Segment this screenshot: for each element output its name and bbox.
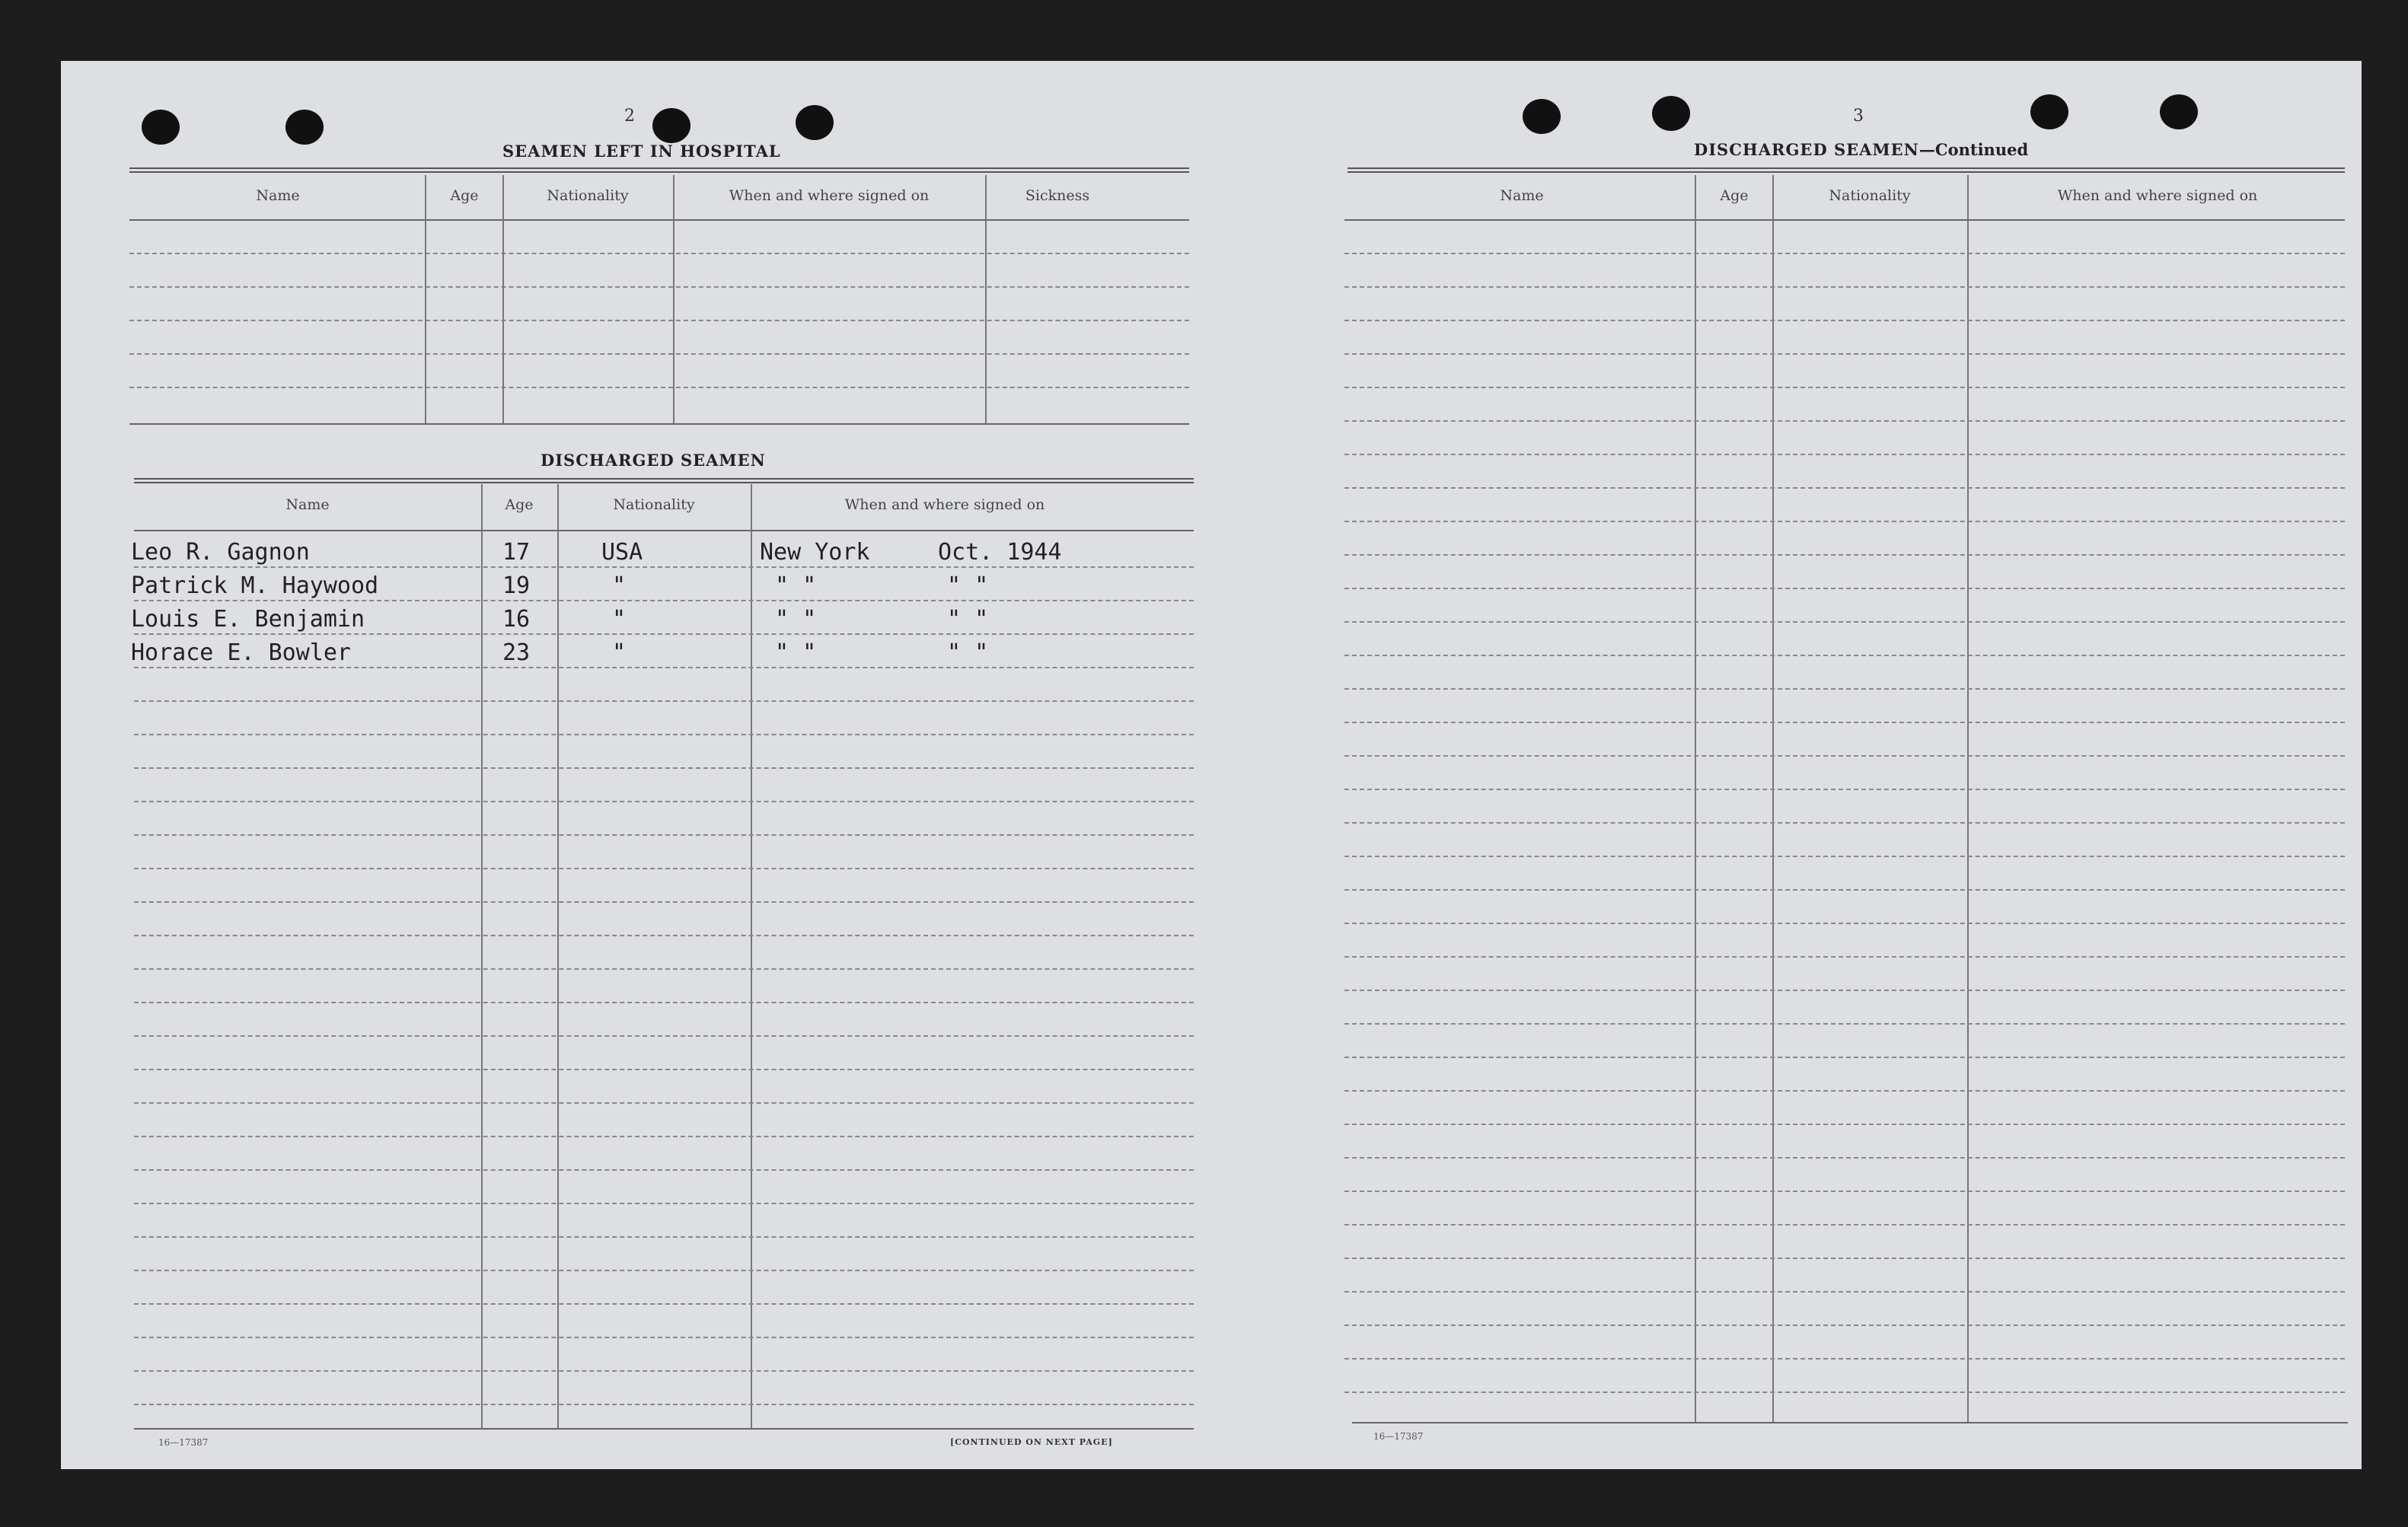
continued-col-age: Age bbox=[1720, 187, 1749, 204]
right-page bbox=[1210, 61, 2362, 1469]
table-row-line bbox=[134, 1035, 1194, 1037]
table-row-line bbox=[134, 566, 1194, 568]
column-divider bbox=[425, 175, 426, 423]
table-row-line bbox=[134, 767, 1194, 769]
hospital-col-sickness: Sickness bbox=[1025, 187, 1090, 204]
column-divider bbox=[557, 484, 559, 1428]
discharged-continued-title bbox=[1694, 140, 2028, 159]
table-row-line bbox=[1344, 554, 2345, 556]
table-row-line bbox=[134, 968, 1194, 970]
seaman-nationality: " bbox=[612, 572, 627, 599]
title-main: DISCHARGED SEAMEN bbox=[1694, 140, 1919, 159]
table-row-line bbox=[1344, 1157, 2345, 1159]
seaman-name: Leo R. Gagnon bbox=[131, 539, 310, 566]
seaman-age: 16 bbox=[502, 606, 531, 633]
seaman-age: 19 bbox=[502, 572, 531, 599]
continued-header-rule bbox=[1344, 219, 2345, 221]
signed-on-place: " " bbox=[775, 606, 817, 633]
hospital-table-top-rule bbox=[129, 167, 1189, 173]
signed-on-place: New York bbox=[760, 539, 870, 566]
table-row-line bbox=[134, 901, 1194, 903]
table-row-line bbox=[134, 1303, 1194, 1305]
continued-bottom-rule bbox=[1352, 1422, 2348, 1423]
table-row-line bbox=[129, 253, 1189, 254]
table-row-line bbox=[1344, 889, 2345, 891]
discharged-bottom-rule bbox=[134, 1428, 1194, 1430]
table-row-line bbox=[134, 834, 1194, 836]
table-row-line bbox=[134, 868, 1194, 869]
table-row-line bbox=[1344, 1358, 2345, 1360]
table-row-line bbox=[1344, 1124, 2345, 1125]
seaman-age: 23 bbox=[502, 639, 531, 666]
table-row-line bbox=[1344, 387, 2345, 388]
table-row-line bbox=[134, 1370, 1194, 1372]
signed-on-date: " " bbox=[947, 639, 989, 666]
table-row-line bbox=[1344, 588, 2345, 589]
seaman-nationality: " bbox=[612, 606, 627, 633]
table-row-line bbox=[134, 1270, 1194, 1271]
form-number: 16—17387 bbox=[158, 1437, 209, 1448]
page-number: 3 bbox=[1853, 107, 1864, 126]
continued-table-top-rule bbox=[1348, 167, 2345, 173]
table-row-line bbox=[134, 1337, 1194, 1338]
discharged-table-top-rule bbox=[134, 478, 1194, 483]
table-row-line bbox=[1344, 789, 2345, 790]
column-divider bbox=[1967, 175, 1969, 1422]
seaman-name: Louis E. Benjamin bbox=[131, 606, 365, 633]
discharged-col-name: Name bbox=[285, 496, 330, 513]
signed-on-date: " " bbox=[947, 606, 989, 633]
table-row-line bbox=[1344, 1090, 2345, 1092]
continued-col-signed-on: When and where signed on bbox=[2057, 187, 2258, 204]
table-row-line bbox=[129, 320, 1189, 321]
hospital-bottom-rule bbox=[129, 423, 1189, 425]
table-row-line bbox=[1344, 688, 2345, 690]
column-divider bbox=[1695, 175, 1696, 1422]
table-row-line bbox=[134, 667, 1194, 668]
table-row-line bbox=[134, 1136, 1194, 1137]
document-sheet bbox=[61, 61, 2362, 1469]
table-row-line bbox=[134, 1002, 1194, 1003]
seaman-name: Patrick M. Haywood bbox=[131, 572, 379, 599]
page-number: 2 bbox=[624, 107, 635, 126]
table-row-line bbox=[1344, 956, 2345, 958]
table-row-line bbox=[134, 600, 1194, 601]
hospital-section-title: SEAMEN LEFT IN HOSPITAL bbox=[502, 142, 781, 161]
table-row-line bbox=[134, 1169, 1194, 1171]
continued-col-nationality: Nationality bbox=[1829, 187, 1911, 204]
title-suffix: —Continued bbox=[1918, 140, 2029, 159]
table-row-line bbox=[1344, 253, 2345, 254]
discharged-header-rule bbox=[134, 530, 1194, 531]
table-row-line bbox=[1344, 320, 2345, 321]
continued-col-name: Name bbox=[1500, 187, 1544, 204]
table-row-line bbox=[134, 700, 1194, 702]
seaman-nationality: " bbox=[612, 639, 627, 666]
table-row-line bbox=[134, 1404, 1194, 1405]
table-row-line bbox=[1344, 487, 2345, 489]
table-row-line bbox=[134, 935, 1194, 936]
table-row-line bbox=[134, 1236, 1194, 1238]
table-row-line bbox=[1344, 1291, 2345, 1293]
discharged-col-nationality: Nationality bbox=[613, 496, 695, 513]
column-divider bbox=[1772, 175, 1774, 1422]
discharged-col-age: Age bbox=[505, 496, 534, 513]
table-row-line bbox=[134, 801, 1194, 802]
table-row-line bbox=[1344, 286, 2345, 288]
table-row-line bbox=[1344, 856, 2345, 857]
table-row-line bbox=[129, 387, 1189, 388]
table-row-line bbox=[1344, 454, 2345, 455]
table-row-line bbox=[129, 286, 1189, 288]
seaman-name: Horace E. Bowler bbox=[131, 639, 351, 666]
table-row-line bbox=[1344, 1023, 2345, 1025]
hospital-col-signed-on: When and where signed on bbox=[729, 187, 930, 204]
table-row-line bbox=[1344, 1191, 2345, 1192]
column-divider bbox=[751, 484, 752, 1428]
table-row-line bbox=[1344, 353, 2345, 355]
hospital-col-name: Name bbox=[256, 187, 300, 204]
table-row-line bbox=[1344, 621, 2345, 623]
table-row-line bbox=[1344, 420, 2345, 422]
signed-on-date: " " bbox=[947, 572, 989, 599]
signed-on-place: " " bbox=[775, 639, 817, 666]
column-divider bbox=[481, 484, 483, 1428]
discharged-col-signed-on: When and where signed on bbox=[844, 496, 1045, 513]
column-divider bbox=[502, 175, 504, 423]
column-divider bbox=[985, 175, 987, 423]
table-row-line bbox=[1344, 1224, 2345, 1226]
column-divider bbox=[673, 175, 675, 423]
seaman-age: 17 bbox=[502, 539, 531, 566]
table-row-line bbox=[1344, 655, 2345, 656]
hospital-col-nationality: Nationality bbox=[547, 187, 629, 204]
table-row-line bbox=[1344, 1258, 2345, 1259]
table-row-line bbox=[1344, 1057, 2345, 1058]
table-row-line bbox=[1344, 923, 2345, 924]
table-row-line bbox=[134, 1102, 1194, 1104]
table-row-line bbox=[134, 633, 1194, 635]
left-page bbox=[61, 61, 1210, 1469]
table-row-line bbox=[1344, 1325, 2345, 1326]
discharged-section-title: DISCHARGED SEAMEN bbox=[541, 451, 766, 470]
table-row-line bbox=[1344, 722, 2345, 723]
hospital-col-age: Age bbox=[450, 187, 479, 204]
seaman-nationality: USA bbox=[601, 539, 643, 566]
table-row-line bbox=[1344, 1392, 2345, 1393]
form-number: 16—17387 bbox=[1373, 1431, 1424, 1442]
table-row-line bbox=[134, 1203, 1194, 1204]
signed-on-place: " " bbox=[775, 572, 817, 599]
table-row-line bbox=[1344, 990, 2345, 991]
hospital-header-rule bbox=[129, 219, 1189, 221]
table-row-line bbox=[134, 1069, 1194, 1070]
continued-note: [CONTINUED ON NEXT PAGE] bbox=[950, 1437, 1113, 1447]
table-row-line bbox=[129, 353, 1189, 355]
signed-on-date: Oct. 1944 bbox=[938, 539, 1062, 566]
table-row-line bbox=[1344, 822, 2345, 824]
table-row-line bbox=[1344, 521, 2345, 522]
table-row-line bbox=[1344, 755, 2345, 757]
table-row-line bbox=[134, 734, 1194, 735]
